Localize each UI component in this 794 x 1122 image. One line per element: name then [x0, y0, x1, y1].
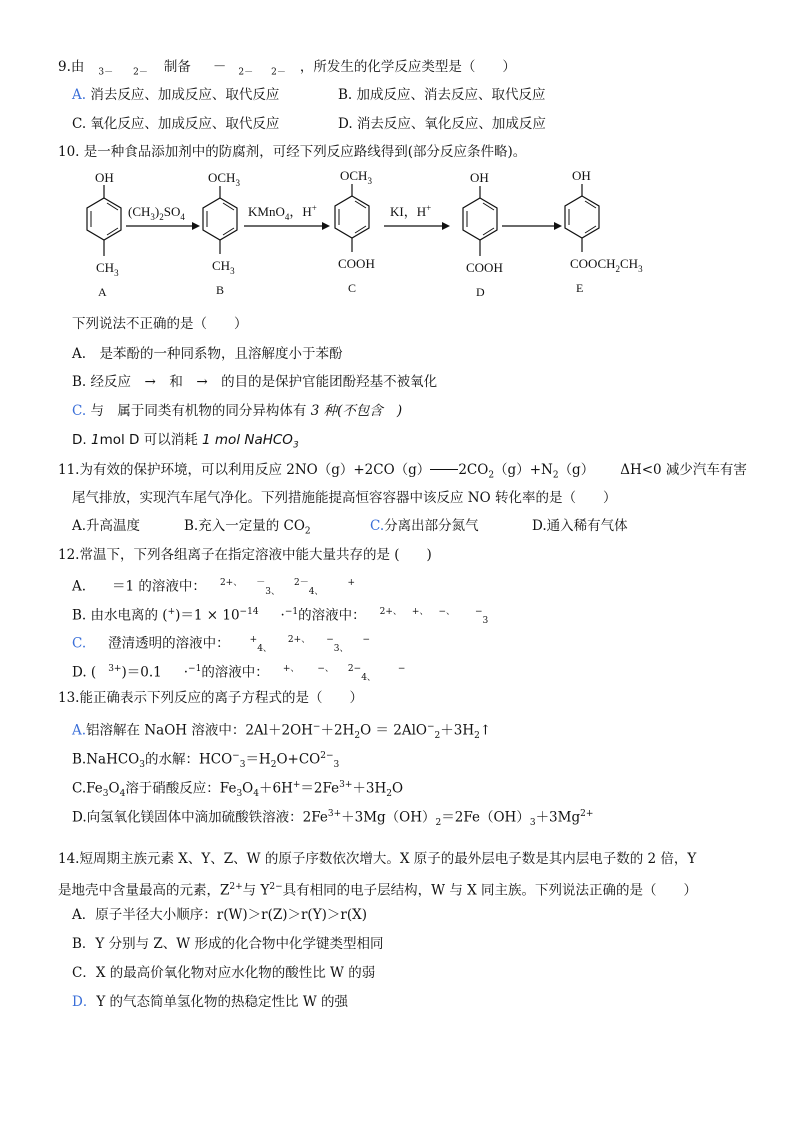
- d-carboxyl-group: COOH: [466, 260, 503, 275]
- q10-ask: 下列说法不正确的是（ ）: [72, 316, 248, 332]
- q10-stem: 10. 是一种食品添加剂中的防腐剂，可经下列反应路线得到(部分反应条件略)。: [58, 144, 527, 160]
- arrow-1: [126, 204, 200, 230]
- q13-option-b[interactable]: B.NaHCO$_3$的水解：$HCO^-_3=H_2O+CO^{2-}_3$: [72, 751, 340, 771]
- q11-option-c[interactable]: C.分离出部分氮气: [370, 518, 479, 534]
- molecule-e: [565, 168, 643, 295]
- q10-option-c[interactable]: C. 与 属于同类有机物的同分异构体有 3 种(不包含 ): [72, 403, 403, 419]
- q12-option-a[interactable]: A. ＝1 的溶液中： $^{2+、}$ －$_{3、}^{2-}_{4、}$+: [72, 578, 355, 598]
- arrow-2: [244, 203, 330, 230]
- a-label: A: [98, 285, 107, 299]
- reaction-scheme: [60, 168, 740, 308]
- c-carboxyl-group: COOH: [338, 256, 375, 271]
- d-oh-group: OH: [470, 170, 489, 185]
- q14-line2: 是地壳中含量最高的元素，$Z^{2+}$与 $Y^{2-}$具有相同的电子层结构，W 与 X 同主族。下列说法正确的是（ ）: [58, 882, 698, 899]
- q13-option-a[interactable]: A.铝溶解在 NaOH 溶液中：$2Al+2OH^-+2H_2O$ ＝ $2AlO^-_2+3H_2↑$: [72, 722, 492, 742]
- molecule-a: [87, 170, 121, 299]
- reagent-ki: KI，H+: [390, 203, 432, 219]
- reagent-permanganate: KMnO$_4$，H+: [248, 203, 317, 222]
- molecule-c: [335, 168, 375, 295]
- e-oh-group: OH: [572, 168, 591, 183]
- q9-option-d[interactable]: D. 消去反应、氧化反应、加成反应: [338, 116, 546, 132]
- b-methyl-group: $CH_3$: [212, 258, 235, 276]
- q9-option-a[interactable]: A. 消去反应、加成反应、取代反应: [72, 87, 280, 103]
- q13-stem: 13.能正确表示下列反应的离子方程式的是（ ）: [58, 690, 363, 706]
- q12-option-d[interactable]: D. ( $^{3+}$)＝0.1 ·$^{-1}$的溶液中： +、 −、 $^{2-}_{4、}$−: [72, 664, 406, 684]
- q13-option-d[interactable]: D.向氢氧化镁固体中滴加硫酸铁溶液：$2Fe^{3+}+3Mg(OH)_2=2Fe(OH)_3+3Mg^{2+}$: [72, 809, 594, 829]
- arrow-4: [502, 222, 562, 230]
- q11-option-b[interactable]: B.充入一定量的 $CO_2$: [184, 518, 311, 537]
- q9-stem: 9.由 $_{3-}$ $_{2-}$ 制备 － $_{2-}$ $_{2-}$ ，所发生的化学反应类型是（ ）: [58, 59, 516, 78]
- b-methoxy-group: $OCH_3$: [208, 170, 240, 188]
- c-methoxy-group: $OCH_3$: [340, 168, 372, 186]
- q9-option-b[interactable]: B. 加成反应、消去反应、取代反应: [338, 87, 546, 103]
- q11-line2: 尾气排放，实现汽车尾气净化。下列措施能提高恒容容器中该反应 NO 转化率的是（ ）: [72, 490, 617, 506]
- a-oh-group: OH: [95, 170, 114, 185]
- reagent-dimethyl-sulfate: $(CH_3)_2SO_4$: [128, 204, 185, 222]
- molecule-b: [203, 170, 240, 297]
- q11-option-a[interactable]: A.升高温度: [72, 518, 141, 534]
- q14-line1: 14.短周期主族元素 X、Y、Z、W 的原子序数依次增大。X 原子的最外层电子数是其内层电子数的 2 倍，Y: [58, 851, 697, 867]
- q14-option-d[interactable]: D．Y 的气态简单氢化物的热稳定性比 W 的强: [72, 994, 348, 1010]
- q10-option-a[interactable]: A. 是苯酚的一种同系物，且溶解度小于苯酚: [72, 346, 343, 362]
- q11-line1: 11.为有效的保护环境，可以利用反应 2NO（g）+2CO（g） $2CO_2(g)+N_2(g)$ ΔH<0 减少汽车有害: [58, 462, 747, 481]
- c-label: C: [348, 281, 357, 295]
- d-label: D: [476, 285, 485, 299]
- e-label: E: [576, 281, 584, 295]
- q12-stem: 12.常温下，下列各组离子在指定溶液中能大量共存的是 ( ): [58, 547, 432, 563]
- q10-option-d[interactable]: D. 1mol D 可以消耗 1 mol NaHCO$_3$: [72, 432, 299, 451]
- q11-option-d[interactable]: D.通入稀有气体: [532, 518, 628, 534]
- e-ester-group: $COOCH_2CH_3$: [570, 256, 643, 274]
- molecule-d: [463, 170, 503, 299]
- q10-option-b[interactable]: B. 经反应 → 和 → 的目的是保护官能团酚羟基不被氧化: [72, 374, 438, 390]
- q12-option-c[interactable]: C. 澄清透明的溶液中： +$_{4、}^{2+、}$ −$_{3、}$−: [72, 635, 371, 655]
- q14-option-c[interactable]: C．X 的最高价氧化物对应水化物的酸性比 W 的弱: [72, 965, 376, 981]
- q12-option-b[interactable]: B. 由水电离的 $(^+)=1 \times 10^{-14} \cdot^{-1}$的溶液中： $^{2+、}$ +、 −、 −$_3$: [72, 607, 489, 627]
- a-methyl-group: $CH_3$: [96, 260, 119, 278]
- q9-option-c[interactable]: C. 氧化反应、加成反应、取代反应: [72, 116, 280, 132]
- reversible-arrow-icon: [430, 469, 458, 470]
- q14-option-b[interactable]: B．Y 分别与 Z、W 形成的化合物中化学键类型相同: [72, 936, 384, 952]
- q13-option-c[interactable]: $C.Fe_3O_4$溶于硝酸反应：$Fe_3O_4+6H^+=2Fe^{3+}+3H_2O$: [72, 780, 404, 800]
- q14-option-a[interactable]: A．原子半径大小顺序：r(W)＞r(Z)＞r(Y)＞r(X): [72, 907, 367, 923]
- b-label: B: [216, 283, 225, 297]
- arrow-3: [384, 203, 450, 230]
